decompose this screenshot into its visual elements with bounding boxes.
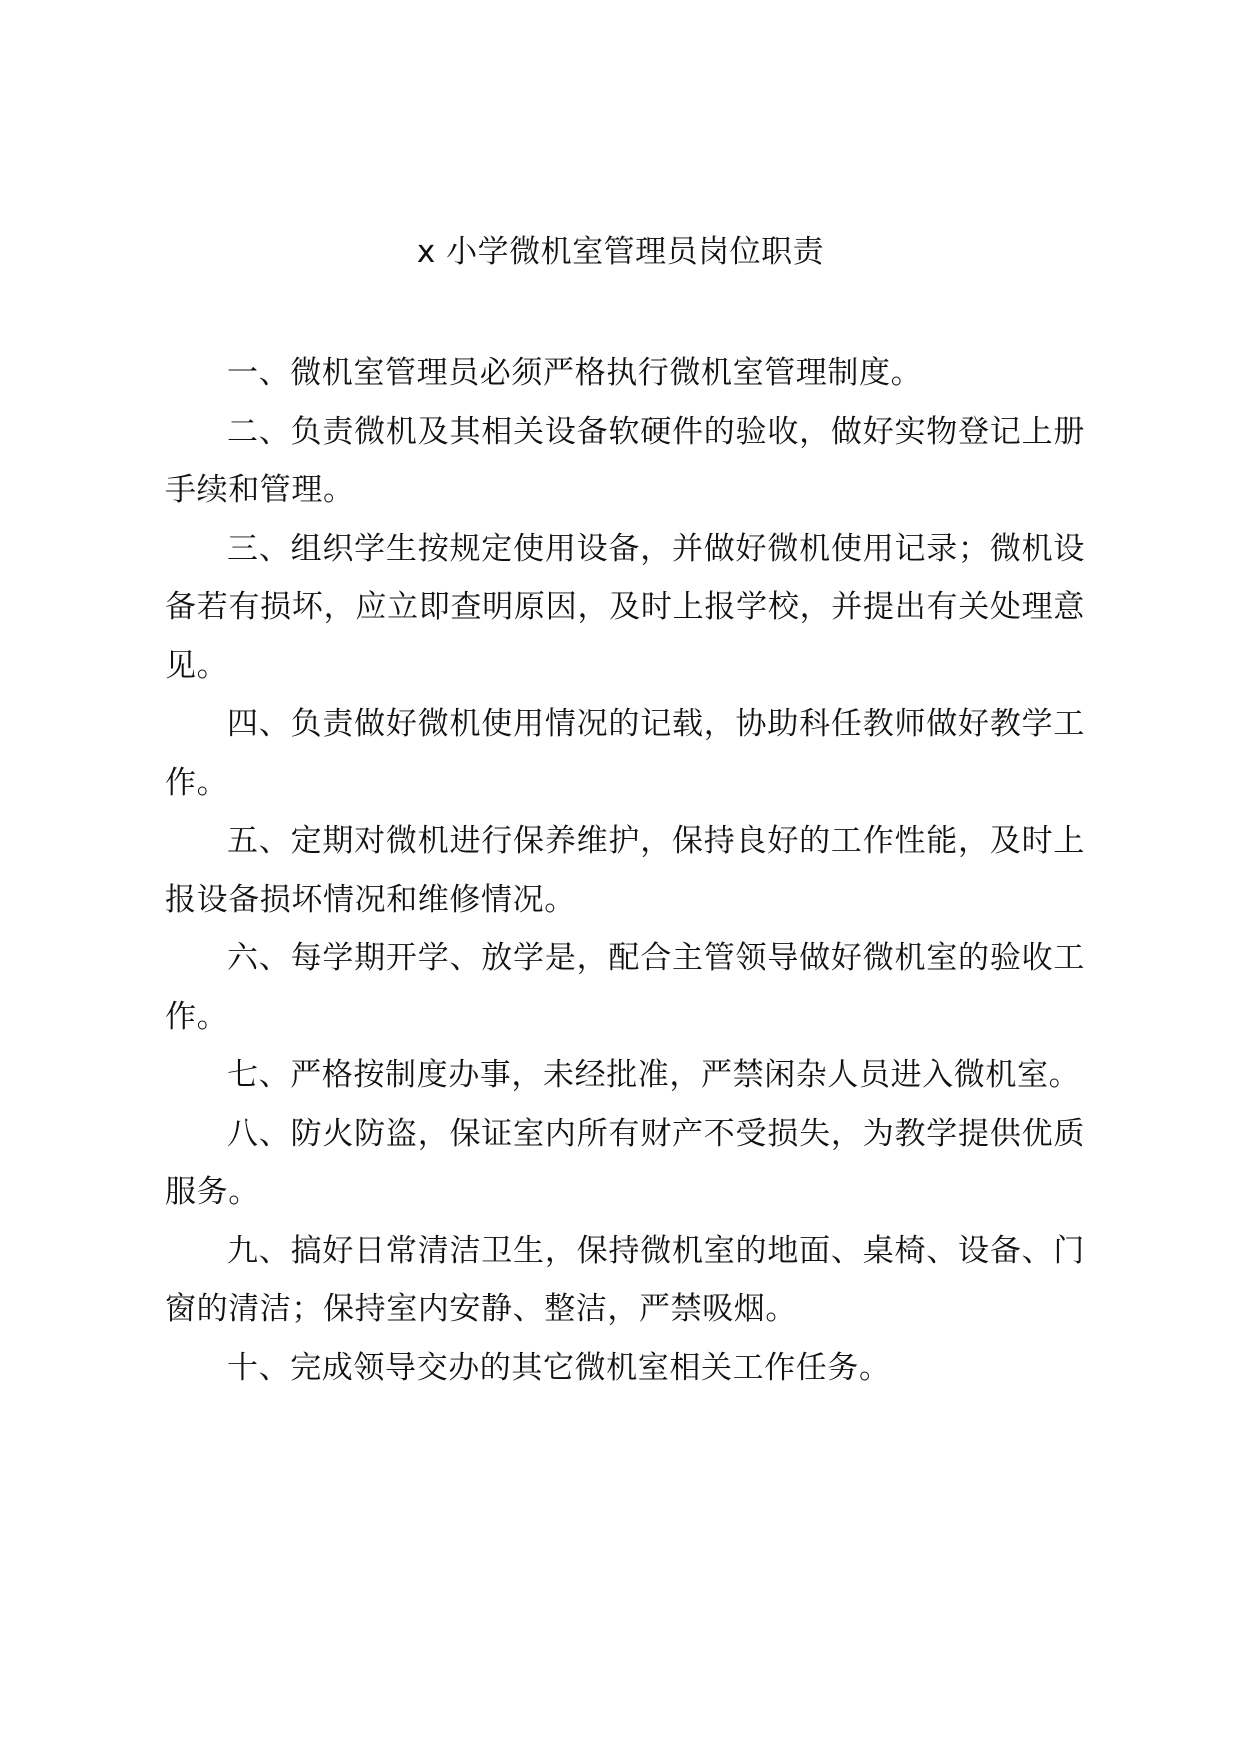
clause-10: 十、完成领导交办的其它微机室相关工作任务。 bbox=[227, 1349, 891, 1386]
clause-4: 四、负责做好微机使用情况的记载，协助科任教师做好教学工作。 bbox=[165, 706, 1085, 801]
clause-6: 六、每学期开学、放学是，配合主管领导做好微机室的验收工作。 bbox=[165, 940, 1085, 1035]
clause-1: 一、微机室管理员必须严格执行微机室管理制度。 bbox=[227, 355, 923, 391]
clause-7: 七、严格按制度办事，未经批准，严禁闲杂人员进入微机室。 bbox=[227, 1057, 1081, 1093]
clause-9: 九、搞好日常清洁卫生，保持微机室的地面、桌椅、设备、门窗的清洁；保持室内安静、整洁，严禁吸烟。 bbox=[165, 1232, 1085, 1327]
document-body bbox=[165, 344, 1085, 1397]
clause-8: 八、防火防盗，保证室内所有财产不受损失，为教学提供优质服务。 bbox=[165, 1115, 1085, 1210]
clause-3: 三、组织学生按规定使用设备，并做好微机使用记录；微机设备若有损坏，应立即查明原因，及时上报学校，并提出有关处理意见。 bbox=[165, 530, 1085, 684]
document-title: x 小学微机室管理员岗位职责 bbox=[416, 234, 825, 270]
clause-5: 五、定期对微机进行保养维护，保持良好的工作性能，及时上报设备损坏情况和维修情况。 bbox=[165, 823, 1085, 918]
clause-2: 二、负责微机及其相关设备软硬件的验收，做好实物登记上册手续和管理。 bbox=[165, 413, 1085, 508]
